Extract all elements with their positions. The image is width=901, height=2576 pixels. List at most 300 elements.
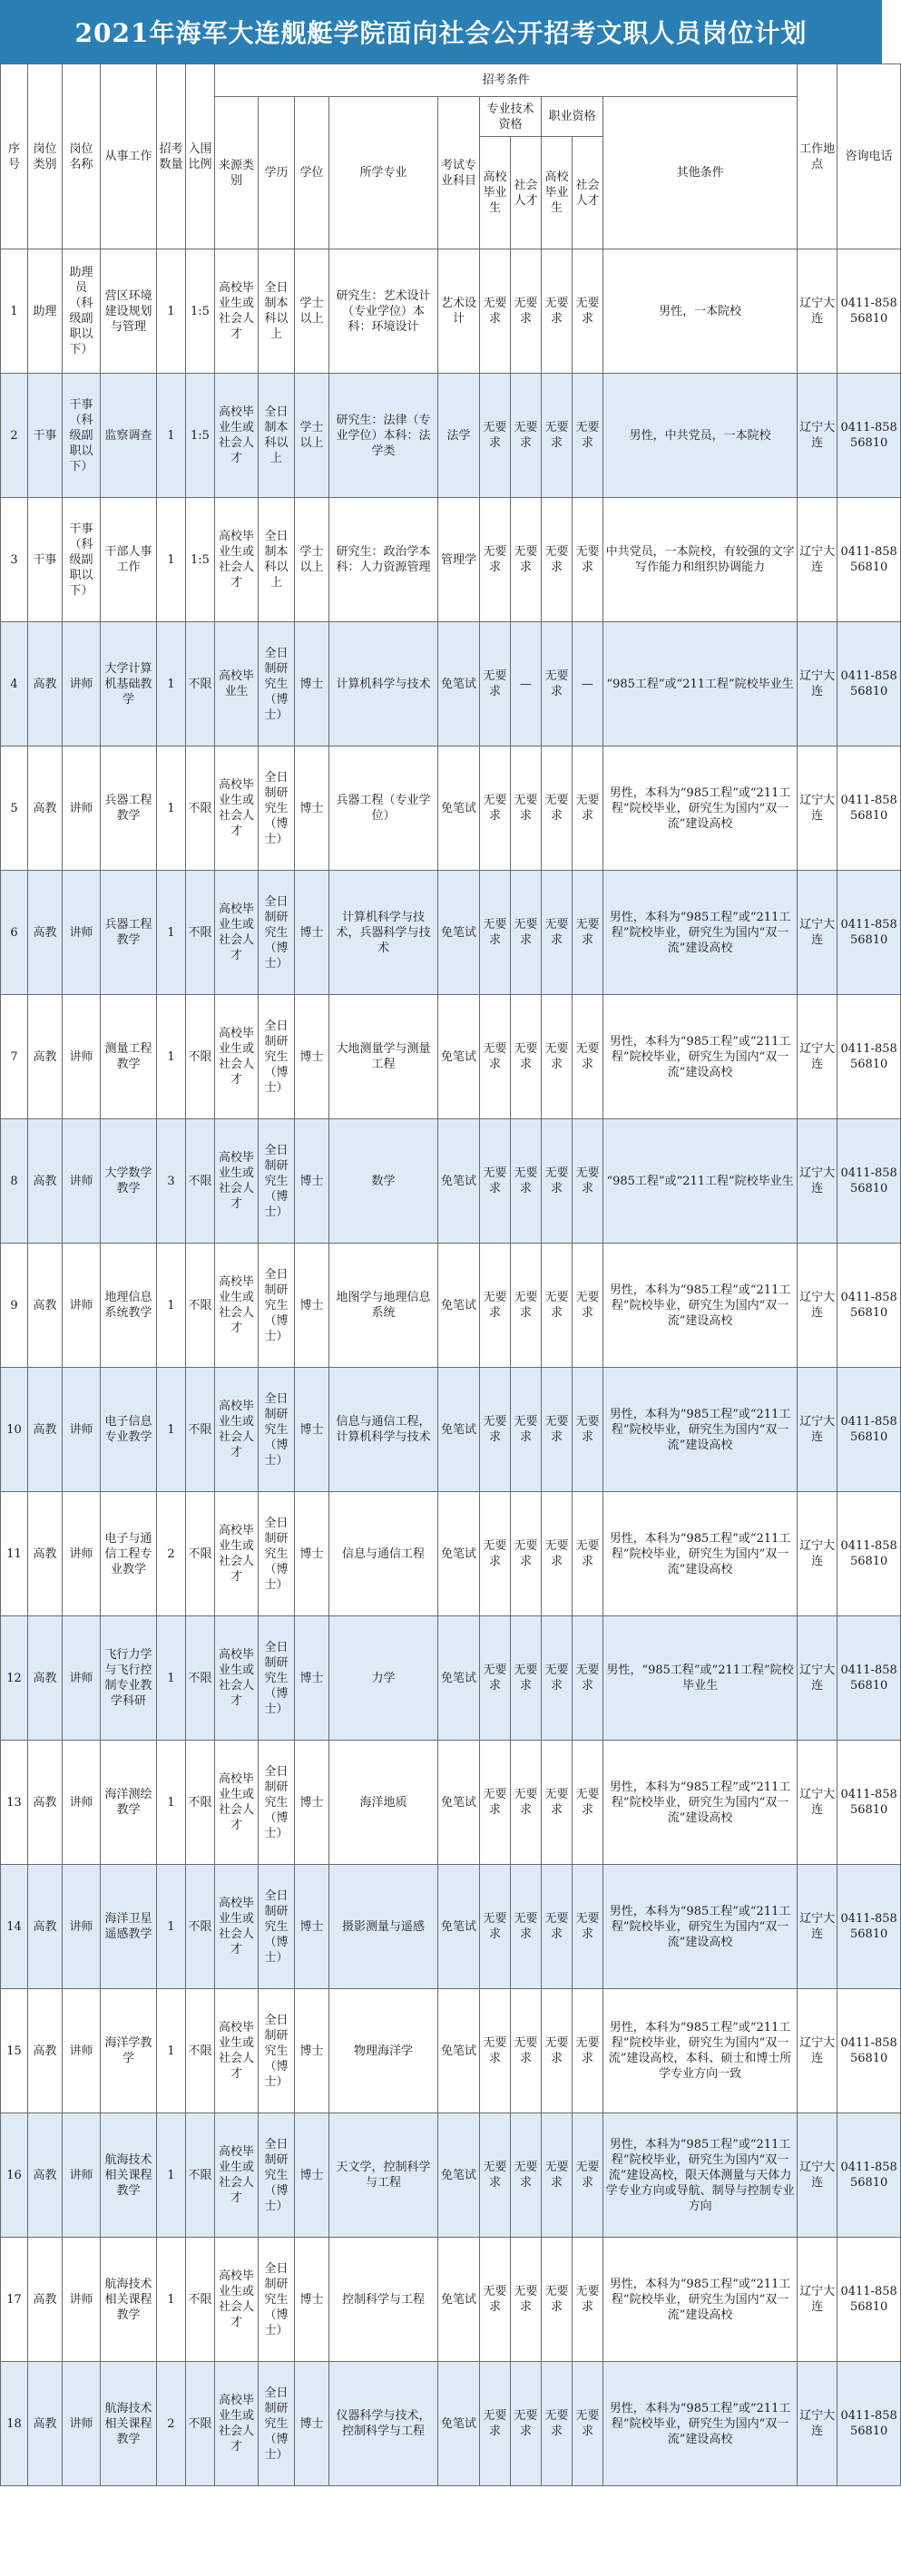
cell-major: 大地测量学与测量工程 <box>329 995 438 1119</box>
cell-education: 全日制研究生（博士） <box>259 2362 295 2486</box>
cell-seq: 16 <box>1 2113 28 2238</box>
header-conditions: 招考条件 <box>215 64 798 97</box>
cell-category: 高教 <box>28 746 63 871</box>
cell-exam: 免笔试 <box>438 2113 480 2238</box>
cell-voc-social: 无要求 <box>573 871 603 995</box>
cell-other: 男性，本科为“985工程”或“211工程”院校毕业，研究生为国内“双一流”建设高校 <box>603 995 798 1119</box>
header-degree: 学位 <box>295 97 329 249</box>
cell-post: 助理员（科级副职以下） <box>63 249 101 374</box>
cell-exam: 法学 <box>438 374 480 498</box>
cell-source: 高校毕业生或社会人才 <box>215 995 259 1119</box>
cell-voc-grad: 无要求 <box>542 498 573 622</box>
cell-prof-grad: 无要求 <box>480 1741 511 1865</box>
cell-post: 干事（科级副职以下） <box>63 374 101 498</box>
cell-prof-social: 无要求 <box>511 2113 542 2238</box>
cell-location: 辽宁大连 <box>798 374 837 498</box>
cell-prof-social: 无要求 <box>511 1368 542 1492</box>
cell-other: 男性，一本院校 <box>603 249 798 374</box>
cell-other: 男性，本科为“985工程”或“211工程”院校毕业，研究生为国内“双一流”建设高校 <box>603 2238 798 2362</box>
cell-count: 1 <box>157 1865 186 1989</box>
cell-exam: 免笔试 <box>438 622 480 746</box>
cell-voc-social: 无要求 <box>573 1616 603 1741</box>
cell-other: 男性，本科为“985工程”或“211工程”院校毕业，研究生为国内“双一流”建设高校 <box>603 1741 798 1865</box>
cell-voc-social: 无要求 <box>573 1989 603 2113</box>
cell-other: 男性，本科为“985工程”或“211工程”院校毕业，研究生为国内“双一流”建设高校 <box>603 746 798 871</box>
cell-phone: 0411-85856810 <box>837 374 901 498</box>
cell-prof-grad: 无要求 <box>480 1989 511 2113</box>
table-row <box>1 1865 901 1989</box>
cell-degree: 博士 <box>295 1865 329 1989</box>
header-location: 工作地点 <box>798 64 837 249</box>
cell-prof-grad: 无要求 <box>480 1119 511 1244</box>
cell-location: 辽宁大连 <box>798 1492 837 1616</box>
table-row <box>1 1368 901 1492</box>
cell-ratio: 不限 <box>186 1492 215 1616</box>
cell-post: 讲师 <box>63 871 101 995</box>
cell-category: 高教 <box>28 1989 63 2113</box>
cell-work: 电子与通信工程专业教学 <box>101 1492 157 1616</box>
cell-major: 力学 <box>329 1616 438 1741</box>
cell-category: 高教 <box>28 622 63 746</box>
cell-category: 干事 <box>28 374 63 498</box>
cell-seq: 11 <box>1 1492 28 1616</box>
cell-prof-social: 无要求 <box>511 871 542 995</box>
cell-prof-grad: 无要求 <box>480 1244 511 1368</box>
cell-count: 1 <box>157 1989 186 2113</box>
header-education: 学历 <box>259 97 295 249</box>
cell-category: 高教 <box>28 1741 63 1865</box>
header-work: 从事工作 <box>101 64 157 249</box>
cell-voc-grad: 无要求 <box>542 1492 573 1616</box>
cell-degree: 博士 <box>295 622 329 746</box>
cell-voc-grad: 无要求 <box>542 1368 573 1492</box>
cell-voc-grad: 无要求 <box>542 1741 573 1865</box>
cell-phone: 0411-85856810 <box>837 498 901 622</box>
cell-source: 高校毕业生或社会人才 <box>215 1865 259 1989</box>
cell-ratio: 1:5 <box>186 498 215 622</box>
table-body <box>1 249 901 2486</box>
cell-ratio: 不限 <box>186 1368 215 1492</box>
page-title: 2021年海军大连舰艇学院面向社会公开招考文职人员岗位计划 <box>0 0 882 63</box>
cell-work: 地理信息系统教学 <box>101 1244 157 1368</box>
cell-ratio: 不限 <box>186 622 215 746</box>
cell-ratio: 不限 <box>186 2362 215 2486</box>
cell-other: 男性，本科为“985工程”或“211工程”院校毕业，研究生为国内“双一流”建设高校 <box>603 871 798 995</box>
header-vocational: 职业资格 <box>542 97 603 137</box>
cell-seq: 4 <box>1 622 28 746</box>
cell-post: 干事（科级副职以下） <box>63 498 101 622</box>
cell-prof-grad: 无要求 <box>480 1368 511 1492</box>
cell-education: 全日制研究生（博士） <box>259 622 295 746</box>
cell-work: 大学数学教学 <box>101 1119 157 1244</box>
cell-degree: 学士以上 <box>295 374 329 498</box>
cell-post: 讲师 <box>63 622 101 746</box>
cell-category: 干事 <box>28 498 63 622</box>
cell-category: 高教 <box>28 2113 63 2238</box>
cell-education: 全日制研究生（博士） <box>259 2238 295 2362</box>
header-source: 来源类别 <box>215 97 259 249</box>
cell-prof-social: 无要求 <box>511 1865 542 1989</box>
cell-exam: 艺术设计 <box>438 249 480 374</box>
header-prof-qual: 专业技术资格 <box>480 97 542 137</box>
cell-exam: 免笔试 <box>438 1865 480 1989</box>
cell-exam: 免笔试 <box>438 1616 480 1741</box>
cell-education: 全日制研究生（博士） <box>259 1492 295 1616</box>
cell-other: 男性，中共党员，一本院校 <box>603 374 798 498</box>
header-major: 所学专业 <box>329 97 438 249</box>
header-post: 岗位名称 <box>63 64 101 249</box>
cell-source: 高校毕业生或社会人才 <box>215 1244 259 1368</box>
cell-seq: 1 <box>1 249 28 374</box>
cell-seq: 13 <box>1 1741 28 1865</box>
cell-prof-grad: 无要求 <box>480 374 511 498</box>
cell-location: 辽宁大连 <box>798 1741 837 1865</box>
cell-prof-social: 无要求 <box>511 498 542 622</box>
cell-source: 高校毕业生或社会人才 <box>215 1989 259 2113</box>
cell-work: 兵器工程教学 <box>101 746 157 871</box>
cell-category: 高教 <box>28 1616 63 1741</box>
header-phone: 咨询电话 <box>837 64 901 249</box>
table-row <box>1 498 901 622</box>
cell-ratio: 不限 <box>186 746 215 871</box>
cell-work: 飞行力学与飞行控制专业教学科研 <box>101 1616 157 1741</box>
cell-source: 高校毕业生或社会人才 <box>215 2113 259 2238</box>
cell-other: 男性，本科为“985工程”或“211工程”院校毕业，研究生为国内“双一流”建设高校 <box>603 2362 798 2486</box>
cell-prof-grad: 无要求 <box>480 995 511 1119</box>
table-row <box>1 1989 901 2113</box>
cell-count: 2 <box>157 1492 186 1616</box>
cell-degree: 博士 <box>295 1368 329 1492</box>
cell-post: 讲师 <box>63 1492 101 1616</box>
cell-exam: 免笔试 <box>438 746 480 871</box>
cell-post: 讲师 <box>63 746 101 871</box>
cell-work: 海洋学教学 <box>101 1989 157 2113</box>
cell-phone: 0411-85856810 <box>837 1865 901 1989</box>
cell-post: 讲师 <box>63 1244 101 1368</box>
cell-seq: 6 <box>1 871 28 995</box>
cell-location: 辽宁大连 <box>798 2113 837 2238</box>
cell-degree: 博士 <box>295 871 329 995</box>
table-row <box>1 2238 901 2362</box>
cell-voc-grad: 无要求 <box>542 2113 573 2238</box>
cell-prof-social: 无要求 <box>511 374 542 498</box>
cell-exam: 免笔试 <box>438 1368 480 1492</box>
cell-seq: 10 <box>1 1368 28 1492</box>
cell-voc-social: 无要求 <box>573 2113 603 2238</box>
cell-degree: 博士 <box>295 2362 329 2486</box>
cell-location: 辽宁大连 <box>798 871 837 995</box>
header-other: 其他条件 <box>603 97 798 249</box>
cell-prof-social: 无要求 <box>511 2238 542 2362</box>
cell-seq: 2 <box>1 374 28 498</box>
table-row <box>1 1741 901 1865</box>
cell-voc-grad: 无要求 <box>542 374 573 498</box>
header-social-1: 社会人才 <box>511 137 542 249</box>
cell-location: 辽宁大连 <box>798 746 837 871</box>
cell-post: 讲师 <box>63 2113 101 2238</box>
header-ratio: 入围比例 <box>186 64 215 249</box>
cell-exam: 免笔试 <box>438 1989 480 2113</box>
cell-location: 辽宁大连 <box>798 1244 837 1368</box>
cell-degree: 博士 <box>295 1244 329 1368</box>
cell-education: 全日制研究生（博士） <box>259 1616 295 1741</box>
cell-degree: 博士 <box>295 746 329 871</box>
cell-major: 海洋地质 <box>329 1741 438 1865</box>
cell-voc-grad: 无要求 <box>542 871 573 995</box>
cell-education: 全日制研究生（博士） <box>259 1368 295 1492</box>
cell-ratio: 1:5 <box>186 249 215 374</box>
cell-count: 1 <box>157 2238 186 2362</box>
cell-work: 海洋测绘教学 <box>101 1741 157 1865</box>
cell-prof-social: 无要求 <box>511 249 542 374</box>
cell-count: 1 <box>157 1244 186 1368</box>
cell-category: 高教 <box>28 1865 63 1989</box>
cell-education: 全日制本科以上 <box>259 498 295 622</box>
cell-prof-social: 无要求 <box>511 995 542 1119</box>
cell-seq: 15 <box>1 1989 28 2113</box>
cell-major: 仪器科学与技术，控制科学与工程 <box>329 2362 438 2486</box>
cell-category: 高教 <box>28 2238 63 2362</box>
cell-degree: 博士 <box>295 1989 329 2113</box>
cell-other: 中共党员，一本院校，有较强的文字写作能力和组织协调能力 <box>603 498 798 622</box>
cell-voc-grad: 无要求 <box>542 2362 573 2486</box>
cell-phone: 0411-85856810 <box>837 622 901 746</box>
cell-seq: 5 <box>1 746 28 871</box>
cell-exam: 免笔试 <box>438 2238 480 2362</box>
cell-degree: 博士 <box>295 1119 329 1244</box>
cell-ratio: 不限 <box>186 1989 215 2113</box>
cell-ratio: 不限 <box>186 1119 215 1244</box>
cell-degree: 学士以上 <box>295 498 329 622</box>
cell-work: 监察调查 <box>101 374 157 498</box>
cell-post: 讲师 <box>63 2362 101 2486</box>
cell-voc-grad: 无要求 <box>542 1244 573 1368</box>
cell-voc-social: 无要求 <box>573 249 603 374</box>
cell-major: 研究生：艺术设计（专业学位）本科：环境设计 <box>329 249 438 374</box>
cell-voc-social: 无要求 <box>573 1119 603 1244</box>
cell-phone: 0411-85856810 <box>837 249 901 374</box>
cell-phone: 0411-85856810 <box>837 2238 901 2362</box>
cell-voc-social: 无要求 <box>573 1741 603 1865</box>
cell-prof-social: 无要求 <box>511 2362 542 2486</box>
cell-seq: 17 <box>1 2238 28 2362</box>
cell-exam: 免笔试 <box>438 2362 480 2486</box>
cell-count: 3 <box>157 1119 186 1244</box>
cell-post: 讲师 <box>63 1616 101 1741</box>
cell-source: 高校毕业生或社会人才 <box>215 498 259 622</box>
cell-degree: 博士 <box>295 995 329 1119</box>
cell-other: 男性，本科为“985工程”或“211工程”院校毕业，研究生为国内“双一流”建设高校 <box>603 1368 798 1492</box>
cell-phone: 0411-85856810 <box>837 2113 901 2238</box>
cell-prof-grad: 无要求 <box>480 1865 511 1989</box>
cell-ratio: 不限 <box>186 2238 215 2362</box>
cell-ratio: 不限 <box>186 1244 215 1368</box>
cell-source: 高校毕业生或社会人才 <box>215 871 259 995</box>
cell-seq: 12 <box>1 1616 28 1741</box>
cell-education: 全日制研究生（博士） <box>259 1244 295 1368</box>
cell-degree: 博士 <box>295 1492 329 1616</box>
cell-work: 大学计算机基础教学 <box>101 622 157 746</box>
cell-prof-social: 无要求 <box>511 1119 542 1244</box>
cell-source: 高校毕业生或社会人才 <box>215 249 259 374</box>
cell-phone: 0411-85856810 <box>837 995 901 1119</box>
cell-voc-grad: 无要求 <box>542 1119 573 1244</box>
cell-voc-social: 无要求 <box>573 374 603 498</box>
cell-other: “985工程”或“211工程”院校毕业生 <box>603 622 798 746</box>
header-category: 岗位类别 <box>28 64 63 249</box>
cell-location: 辽宁大连 <box>798 498 837 622</box>
cell-source: 高校毕业生或社会人才 <box>215 1741 259 1865</box>
cell-ratio: 不限 <box>186 1741 215 1865</box>
cell-voc-grad: 无要求 <box>542 1865 573 1989</box>
cell-major: 信息与通信工程 <box>329 1492 438 1616</box>
cell-location: 辽宁大连 <box>798 2362 837 2486</box>
cell-prof-grad: 无要求 <box>480 498 511 622</box>
cell-source: 高校毕业生或社会人才 <box>215 1119 259 1244</box>
cell-ratio: 不限 <box>186 1865 215 1989</box>
cell-other: 男性，本科为“985工程”或“211工程”院校毕业，研究生为国内“双一流”建设高校 <box>603 1865 798 1989</box>
cell-major: 兵器工程（专业学位） <box>329 746 438 871</box>
cell-prof-social: 无要求 <box>511 1492 542 1616</box>
cell-education: 全日制研究生（博士） <box>259 1865 295 1989</box>
cell-voc-grad: 无要求 <box>542 249 573 374</box>
cell-phone: 0411-85856810 <box>837 1741 901 1865</box>
cell-source: 高校毕业生 <box>215 622 259 746</box>
cell-count: 1 <box>157 1741 186 1865</box>
cell-exam: 免笔试 <box>438 1492 480 1616</box>
cell-voc-grad: 无要求 <box>542 1989 573 2113</box>
table-row <box>1 622 901 746</box>
cell-exam: 免笔试 <box>438 1741 480 1865</box>
cell-count: 1 <box>157 1616 186 1741</box>
cell-other: 男性，本科为“985工程”或“211工程”院校毕业，研究生为国内“双一流”建设高校，限天体测量与天体力学专业方向或导航、制导与控制专业方向 <box>603 2113 798 2238</box>
cell-prof-social: 无要求 <box>511 1989 542 2113</box>
cell-voc-grad: 无要求 <box>542 622 573 746</box>
cell-prof-social: 无要求 <box>511 1244 542 1368</box>
cell-seq: 3 <box>1 498 28 622</box>
cell-seq: 9 <box>1 1244 28 1368</box>
cell-voc-grad: 无要求 <box>542 746 573 871</box>
cell-count: 1 <box>157 995 186 1119</box>
table-row <box>1 871 901 995</box>
cell-education: 全日制研究生（博士） <box>259 1989 295 2113</box>
cell-ratio: 不限 <box>186 1616 215 1741</box>
cell-work: 营区环境建设规划与管理 <box>101 249 157 374</box>
cell-phone: 0411-85856810 <box>837 2362 901 2486</box>
cell-education: 全日制研究生（博士） <box>259 995 295 1119</box>
cell-major: 摄影测量与遥感 <box>329 1865 438 1989</box>
cell-phone: 0411-85856810 <box>837 1492 901 1616</box>
cell-prof-grad: 无要求 <box>480 1492 511 1616</box>
cell-education: 全日制本科以上 <box>259 374 295 498</box>
cell-count: 1 <box>157 249 186 374</box>
cell-seq: 8 <box>1 1119 28 1244</box>
cell-phone: 0411-85856810 <box>837 1989 901 2113</box>
cell-voc-social: 无要求 <box>573 746 603 871</box>
cell-category: 高教 <box>28 871 63 995</box>
cell-work: 海洋卫星遥感教学 <box>101 1865 157 1989</box>
cell-voc-social: 无要求 <box>573 1492 603 1616</box>
cell-major: 计算机科学与技术 <box>329 622 438 746</box>
cell-voc-social: 无要求 <box>573 2238 603 2362</box>
cell-major: 研究生：法律（专业学位）本科：法学类 <box>329 374 438 498</box>
cell-other: 男性，本科为“985工程”或“211工程”院校毕业，研究生为国内“双一流”建设高校 <box>603 1244 798 1368</box>
cell-exam: 管理学 <box>438 498 480 622</box>
cell-degree: 博士 <box>295 1616 329 1741</box>
cell-prof-grad: 无要求 <box>480 249 511 374</box>
cell-post: 讲师 <box>63 995 101 1119</box>
cell-post: 讲师 <box>63 1865 101 1989</box>
cell-phone: 0411-85856810 <box>837 871 901 995</box>
cell-education: 全日制研究生（博士） <box>259 1741 295 1865</box>
cell-location: 辽宁大连 <box>798 2238 837 2362</box>
cell-phone: 0411-85856810 <box>837 1616 901 1741</box>
cell-prof-grad: 无要求 <box>480 2238 511 2362</box>
cell-count: 1 <box>157 746 186 871</box>
cell-degree: 博士 <box>295 2238 329 2362</box>
cell-source: 高校毕业生或社会人才 <box>215 2238 259 2362</box>
cell-source: 高校毕业生或社会人才 <box>215 1616 259 1741</box>
cell-category: 高教 <box>28 1244 63 1368</box>
cell-education: 全日制本科以上 <box>259 249 295 374</box>
cell-source: 高校毕业生或社会人才 <box>215 1492 259 1616</box>
cell-prof-grad: 无要求 <box>480 1616 511 1741</box>
cell-ratio: 1:5 <box>186 374 215 498</box>
cell-other: “985工程”或“211工程”院校毕业生 <box>603 1119 798 1244</box>
cell-count: 1 <box>157 498 186 622</box>
header-count: 招考数量 <box>157 64 186 249</box>
cell-phone: 0411-85856810 <box>837 1368 901 1492</box>
cell-ratio: 不限 <box>186 871 215 995</box>
cell-category: 高教 <box>28 1119 63 1244</box>
cell-seq: 14 <box>1 1865 28 1989</box>
cell-source: 高校毕业生或社会人才 <box>215 1368 259 1492</box>
cell-exam: 免笔试 <box>438 1119 480 1244</box>
cell-prof-social: 无要求 <box>511 746 542 871</box>
cell-other: 男性，本科为“985工程”或“211工程”院校毕业，研究生为国内“双一流”建设高校，本科、硕士和博士所学专业方向一致 <box>603 1989 798 2113</box>
cell-degree: 博士 <box>295 1741 329 1865</box>
cell-work: 测量工程教学 <box>101 995 157 1119</box>
cell-voc-social: 无要求 <box>573 2362 603 2486</box>
table-row <box>1 1616 901 1741</box>
cell-count: 1 <box>157 871 186 995</box>
cell-count: 1 <box>157 1368 186 1492</box>
cell-voc-grad: 无要求 <box>542 1616 573 1741</box>
cell-ratio: 不限 <box>186 995 215 1119</box>
cell-category: 助理 <box>28 249 63 374</box>
cell-voc-grad: 无要求 <box>542 2238 573 2362</box>
cell-work: 航海技术相关课程教学 <box>101 2238 157 2362</box>
cell-location: 辽宁大连 <box>798 995 837 1119</box>
cell-location: 辽宁大连 <box>798 1368 837 1492</box>
recruitment-table <box>0 63 901 2486</box>
cell-count: 1 <box>157 2113 186 2238</box>
cell-voc-social: — <box>573 622 603 746</box>
cell-major: 信息与通信工程，计算机科学与技术 <box>329 1368 438 1492</box>
cell-source: 高校毕业生或社会人才 <box>215 746 259 871</box>
cell-category: 高教 <box>28 1492 63 1616</box>
cell-prof-grad: 无要求 <box>480 871 511 995</box>
cell-seq: 7 <box>1 995 28 1119</box>
cell-work: 兵器工程教学 <box>101 871 157 995</box>
cell-education: 全日制研究生（博士） <box>259 746 295 871</box>
cell-major: 地图学与地理信息系统 <box>329 1244 438 1368</box>
cell-phone: 0411-85856810 <box>837 1244 901 1368</box>
cell-source: 高校毕业生或社会人才 <box>215 2362 259 2486</box>
cell-voc-social: 无要求 <box>573 498 603 622</box>
cell-voc-grad: 无要求 <box>542 995 573 1119</box>
cell-major: 控制科学与工程 <box>329 2238 438 2362</box>
